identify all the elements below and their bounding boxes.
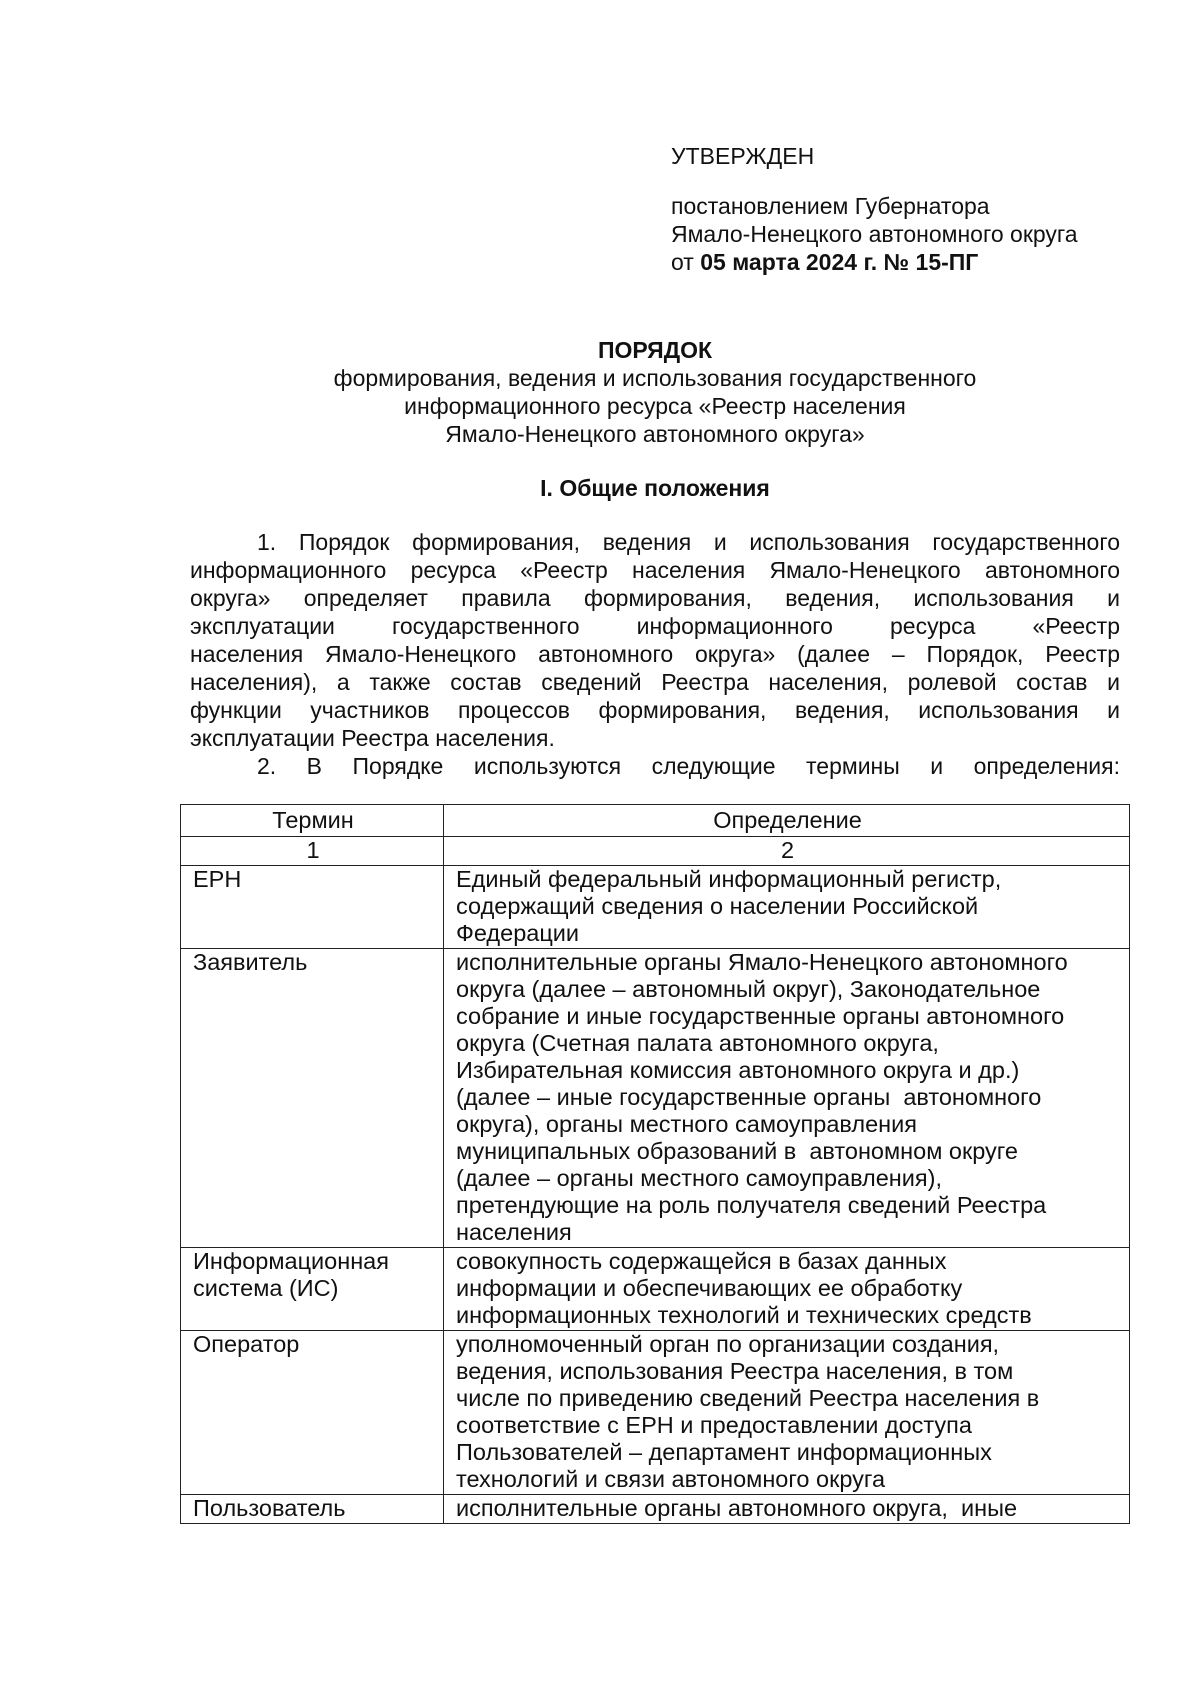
- definition-text: Федерации: [456, 920, 580, 946]
- table-header-row: [181, 805, 1130, 837]
- approval-date-number: 05 марта 2024 г. № 15-ПГ: [700, 249, 979, 275]
- document-subtitle-line: формирования, ведения и использования государственного: [333, 365, 977, 391]
- definition-text: Единый федеральный информационный регистр,: [456, 866, 1002, 892]
- definition-text: округа (Счетная палата автономного округа,: [456, 1030, 939, 1056]
- paragraph-line: эксплуатации государственного информационного ресурса «Реестр: [190, 613, 1120, 639]
- definition-text: информационных технологий и технических средств: [456, 1302, 1032, 1328]
- definition-cell: [444, 1495, 1130, 1524]
- definition-text: Пользователей – департамент информационных: [456, 1439, 992, 1465]
- paragraph-1: [190, 528, 1120, 752]
- term-text: ЕРН: [193, 866, 242, 892]
- term-text: Пользователь: [193, 1495, 346, 1521]
- definition-text: информации и обеспечивающих ее обработку: [456, 1275, 963, 1301]
- definition-text: (далее – органы местного самоуправления),: [456, 1165, 942, 1191]
- definition-text: округа), органы местного самоуправления: [456, 1111, 917, 1137]
- document-subtitle-line: Ямало-Ненецкого автономного округа»: [445, 421, 865, 447]
- definition-text: уполномоченный орган по организации создания,: [456, 1331, 1000, 1357]
- table-row: [181, 1495, 1130, 1524]
- definition-text: исполнительные органы Ямало-Ненецкого автономного: [456, 949, 1068, 975]
- term-cell: [181, 949, 444, 1248]
- document-title-block: [180, 336, 1130, 448]
- definition-text: населения: [456, 1219, 572, 1245]
- column-number-2: 2: [444, 837, 1130, 866]
- header-definition: Определение: [444, 805, 1130, 837]
- definition-text: претендующие на роль получателя сведений Реестра: [456, 1192, 1047, 1218]
- table-row: [181, 1331, 1130, 1495]
- terms-table: [180, 804, 1130, 1524]
- definition-cell: [444, 866, 1130, 949]
- definition-text: ведения, использования Реестра населения, в том: [456, 1358, 1014, 1384]
- paragraph-line: 1. Порядок формирования, ведения и использования государственного: [257, 529, 1120, 555]
- table-row: [181, 866, 1130, 949]
- term-text: Информационная: [193, 1248, 389, 1274]
- term-cell: [181, 1248, 444, 1331]
- paragraph-line: функции участников процессов формирования, ведения, использования и: [190, 697, 1120, 723]
- table-row: [181, 1248, 1130, 1331]
- approval-heading: УТВЕРЖДЕН: [671, 143, 815, 169]
- term-text: система (ИС): [193, 1275, 339, 1301]
- definition-text: муниципальных образований в автономном округе: [456, 1138, 1018, 1164]
- column-number-1: 1: [181, 837, 444, 866]
- definition-text: содержащий сведения о населении Российской: [456, 893, 979, 919]
- approval-line-2: Ямало-Ненецкого автономного округа: [671, 221, 1078, 247]
- paragraph-line: информационного ресурса «Реестр населения Ямало-Ненецкого автономного: [190, 557, 1120, 583]
- definition-text: совокупность содержащейся в базах данных: [456, 1248, 947, 1274]
- definition-text: соответствие с ЕРН и предоставлении доступа: [456, 1412, 972, 1438]
- definition-text: Избирательная комиссия автономного округа и др.): [456, 1057, 1020, 1083]
- definition-cell: [444, 1331, 1130, 1495]
- definition-cell: [444, 1248, 1130, 1331]
- paragraph-line: населения Ямало-Ненецкого автономного округа» (далее – Порядок, Реестр: [190, 641, 1120, 667]
- section-heading: I. Общие положения: [540, 475, 770, 501]
- term-text: Оператор: [193, 1331, 300, 1357]
- definition-text: технологий и связи автономного округа: [456, 1466, 886, 1492]
- term-text: Заявитель: [193, 949, 308, 975]
- term-cell: [181, 866, 444, 949]
- term-cell: [181, 1331, 444, 1495]
- header-term: Термин: [181, 805, 444, 837]
- table-number-row: [181, 837, 1130, 866]
- approval-date-line: [671, 248, 1078, 276]
- paragraph-line: населения), а также состав сведений Реестра населения, ролевой состав и: [190, 669, 1120, 695]
- definition-text: собрание и иные государственные органы автономного: [456, 1003, 1065, 1029]
- document-title: ПОРЯДОК: [597, 337, 713, 363]
- paragraph-line: эксплуатации Реестра населения.: [190, 725, 555, 751]
- definition-cell: [444, 949, 1130, 1248]
- table-row: [181, 949, 1130, 1248]
- document-subtitle-line: информационного ресурса «Реестр населения: [404, 393, 906, 419]
- paragraph-line: округа» определяет правила формирования, ведения, использования и: [190, 585, 1120, 611]
- approval-block: [671, 142, 1078, 276]
- paragraph-line: 2. В Порядке используются следующие термины и определения:: [257, 753, 1120, 779]
- definition-text: (далее – иные государственные органы автономного: [456, 1084, 1042, 1110]
- approval-line-1: постановлением Губернатора: [671, 193, 990, 219]
- definition-text: исполнительные органы автономного округа, иные: [456, 1495, 1018, 1521]
- approval-prefix: от: [671, 249, 694, 275]
- definition-text: числе по приведению сведений Реестра населения в: [456, 1385, 1040, 1411]
- definition-text: округа (далее – автономный округ), Законодательное: [456, 976, 1041, 1002]
- paragraph-2: [190, 752, 1120, 780]
- term-cell: [181, 1495, 444, 1524]
